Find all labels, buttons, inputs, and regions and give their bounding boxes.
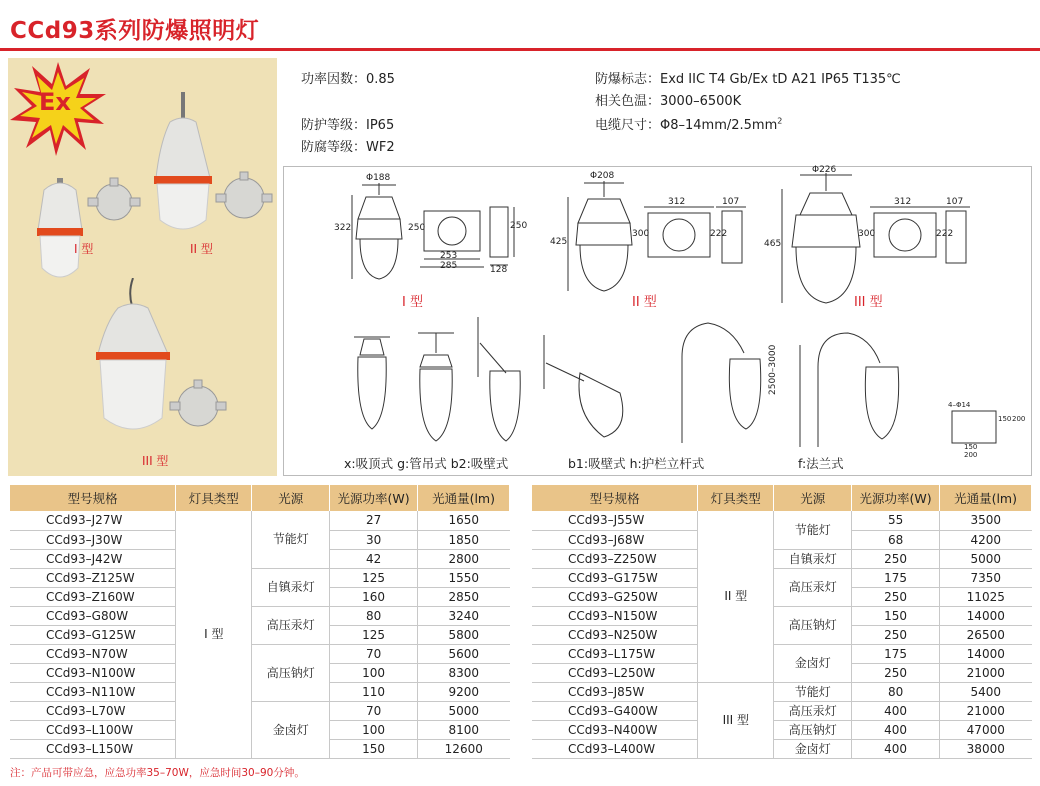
power-cell: 80 [330, 606, 418, 625]
power-cell: 175 [852, 644, 940, 663]
lamp-type-cell: II 型 [698, 511, 774, 682]
photo-type-iii-label: III 型 [142, 454, 169, 468]
power-cell: 80 [852, 682, 940, 701]
photo-type-i-label: I 型 [74, 242, 94, 256]
dim-i-side-width: 128 [490, 265, 508, 275]
model-cell: CCd93–J68W [532, 530, 698, 549]
dim-i-diameter: Φ188 [366, 173, 391, 183]
power-cell: 42 [330, 549, 418, 568]
power-cell: 100 [330, 663, 418, 682]
type-iii-junction-box-photo [168, 378, 228, 430]
light-source-cell: 节能灯 [774, 511, 852, 549]
emergency-note: 注：产品可带应急，应急功率35–70W，应急时间30–90分钟。 [10, 767, 305, 779]
model-cell: CCd93–L400W [532, 739, 698, 758]
table-row [532, 606, 1032, 625]
table-row [10, 701, 510, 720]
title-divider [0, 48, 1040, 51]
spec-protection: 防护等级：IP65 [301, 118, 395, 133]
flange-hole-dim: 4–Φ14 [948, 401, 971, 409]
model-cell: CCd93–G80W [10, 606, 176, 625]
mount-caption-1: x:吸顶式 g:管吊式 b2:吸壁式 [344, 456, 509, 471]
table-row [10, 568, 510, 587]
light-source-cell: 金卤灯 [774, 739, 852, 758]
flux-cell: 4200 [940, 530, 1032, 549]
model-cell: CCd93–G400W [532, 701, 698, 720]
flux-cell: 5000 [940, 549, 1032, 568]
power-cell: 125 [330, 625, 418, 644]
table-row [532, 739, 1032, 758]
col-header-model: 型号规格 [10, 485, 176, 511]
model-cell: CCd93–N110W [10, 682, 176, 701]
light-source-cell: 高压汞灯 [774, 701, 852, 720]
power-cell: 400 [852, 701, 940, 720]
flux-cell: 7350 [940, 568, 1032, 587]
flux-cell: 9200 [418, 682, 510, 701]
light-source-cell: 高压钠灯 [252, 644, 330, 701]
dim-i-box-width: 253 [440, 251, 458, 261]
spec-color-temp: 相关色温：3000–6500K [595, 94, 742, 109]
dim-iii-box-width: 312 [894, 197, 912, 207]
spec-power-factor: 功率因数：0.85 [301, 72, 395, 87]
col-header-model: 型号规格 [532, 485, 698, 511]
model-cell: CCd93–N70W [10, 644, 176, 663]
model-cell: CCd93–J85W [532, 682, 698, 701]
ex-badge-text: Ex [39, 88, 71, 116]
flux-cell: 8100 [418, 720, 510, 739]
model-cell: CCd93–N400W [532, 720, 698, 739]
flux-cell: 38000 [940, 739, 1032, 758]
model-cell: CCd93–G125W [10, 625, 176, 644]
power-cell: 30 [330, 530, 418, 549]
flange-dim-2: 200 [1012, 415, 1026, 423]
dim-ii-side-width: 107 [722, 197, 740, 207]
dim-iii-side-height: 222 [936, 229, 954, 239]
model-cell: CCd93–L100W [10, 720, 176, 739]
model-cell: CCd93–L150W [10, 739, 176, 758]
dim-iii-box-height: 300 [858, 229, 876, 239]
flange-dim-1: 150 [998, 415, 1012, 423]
product-photo-panel [8, 58, 277, 476]
flange-dim-3: 150 [964, 443, 978, 451]
flux-cell: 8300 [418, 663, 510, 682]
model-cell: CCd93–J42W [10, 549, 176, 568]
model-cell: CCd93–L70W [10, 701, 176, 720]
power-cell: 125 [330, 568, 418, 587]
spec-cable-sup: 2 [777, 116, 783, 126]
model-cell: CCd93–Z250W [532, 549, 698, 568]
dim-i-box-outer-width: 285 [440, 261, 458, 271]
dim-iii-diameter: Φ226 [812, 165, 837, 175]
model-cell: CCd93–J27W [10, 511, 176, 530]
power-cell: 27 [330, 511, 418, 530]
flux-cell: 14000 [940, 644, 1032, 663]
table-row [532, 720, 1032, 739]
flux-cell: 12600 [418, 739, 510, 758]
photo-type-ii-label: II 型 [190, 242, 213, 256]
table-row [10, 606, 510, 625]
col-header-lamp-type: 灯具类型 [176, 485, 252, 511]
table-row [532, 511, 1032, 530]
table-row [532, 568, 1032, 587]
dim-ii-box-height: 300 [632, 229, 650, 239]
light-source-cell: 高压钠灯 [774, 720, 852, 739]
model-cell: CCd93–N150W [532, 606, 698, 625]
flange-dim-4: 200 [964, 451, 978, 459]
table-row [532, 701, 1032, 720]
power-cell: 250 [852, 663, 940, 682]
power-cell: 100 [330, 720, 418, 739]
spec-anticorrosion: 防腐等级：WF2 [301, 140, 395, 155]
flux-cell: 3240 [418, 606, 510, 625]
table-row [532, 682, 1032, 701]
model-cell: CCd93–J55W [532, 511, 698, 530]
flux-cell: 26500 [940, 625, 1032, 644]
light-source-cell: 自镇汞灯 [252, 568, 330, 606]
drawing-type-iii-label: III 型 [854, 295, 883, 310]
power-cell: 400 [852, 739, 940, 758]
flux-cell: 11025 [940, 587, 1032, 606]
col-header-power: 光源功率(W) [330, 485, 418, 511]
dimension-drawings-panel [283, 166, 1032, 476]
flux-cell: 1550 [418, 568, 510, 587]
col-header-flux: 光通量(lm) [940, 485, 1032, 511]
table-header-row [10, 485, 510, 511]
flux-cell: 21000 [940, 663, 1032, 682]
light-source-cell: 金卤灯 [252, 701, 330, 758]
spec-cable [595, 114, 782, 133]
flux-cell: 5400 [940, 682, 1032, 701]
mount-caption-3: f:法兰式 [798, 456, 844, 471]
model-cell: CCd93–N250W [532, 625, 698, 644]
model-cell: CCd93–L175W [532, 644, 698, 663]
dim-ii-diameter: Φ208 [590, 171, 615, 181]
dim-ii-side-height: 222 [710, 229, 728, 239]
power-cell: 110 [330, 682, 418, 701]
model-cell: CCd93–L250W [532, 663, 698, 682]
type-ii-junction-box-photo [214, 170, 274, 222]
light-source-cell: 高压钠灯 [774, 606, 852, 644]
power-cell: 400 [852, 720, 940, 739]
dim-iii-height: 465 [764, 239, 782, 249]
power-cell: 160 [330, 587, 418, 606]
power-cell: 68 [852, 530, 940, 549]
type-iii-lamp-photo [88, 278, 178, 448]
power-cell: 150 [852, 606, 940, 625]
power-cell: 70 [330, 701, 418, 720]
flux-cell: 2800 [418, 549, 510, 568]
col-header-flux: 光通量(lm) [418, 485, 510, 511]
light-source-cell: 高压汞灯 [252, 606, 330, 644]
mount-caption-2: b1:吸壁式 h:护栏立杆式 [568, 456, 705, 471]
spec-cable-text: 电缆尺寸：Φ8–14mm/2.5mm [595, 118, 778, 133]
flux-cell: 5600 [418, 644, 510, 663]
light-source-cell: 节能灯 [252, 511, 330, 568]
type-ii-lamp-photo [148, 92, 218, 242]
model-cell: CCd93–Z160W [10, 587, 176, 606]
dim-i-height: 322 [334, 223, 352, 233]
pole-height-dim: 2500–3000 [768, 344, 778, 395]
model-cell: CCd93–G250W [532, 587, 698, 606]
spec-ex-mark: 防爆标志：Exd IIC T4 Gb/Ex tD A21 IP65 T135℃ [595, 72, 901, 87]
light-source-cell: 自镇汞灯 [774, 549, 852, 568]
flux-cell: 14000 [940, 606, 1032, 625]
light-source-cell: 高压汞灯 [774, 568, 852, 606]
flux-cell: 5000 [418, 701, 510, 720]
dim-iii-side-width: 107 [946, 197, 964, 207]
flux-cell: 1850 [418, 530, 510, 549]
page-title: CCd93系列防爆照明灯 [10, 18, 260, 44]
power-cell: 175 [852, 568, 940, 587]
power-cell: 250 [852, 625, 940, 644]
col-header-source: 光源 [252, 485, 330, 511]
power-cell: 250 [852, 549, 940, 568]
table-header-row [532, 485, 1032, 511]
flux-cell: 5800 [418, 625, 510, 644]
dim-ii-box-width: 312 [668, 197, 686, 207]
power-cell: 55 [852, 511, 940, 530]
flux-cell: 1650 [418, 511, 510, 530]
col-header-lamp-type: 灯具类型 [698, 485, 774, 511]
lamp-type-cell: III 型 [698, 682, 774, 758]
model-cell: CCd93–N100W [10, 663, 176, 682]
mounting-drawings [354, 317, 996, 447]
type-i-lamp-photo [30, 118, 90, 288]
light-source-cell: 金卤灯 [774, 644, 852, 682]
table-row [532, 644, 1032, 663]
col-header-source: 光源 [774, 485, 852, 511]
lamp-type-cell: I 型 [176, 511, 252, 758]
technical-drawings [284, 167, 1031, 475]
dim-i-box-height: 250 [408, 223, 426, 233]
dim-i-side-height: 250 [510, 221, 528, 231]
type-i-junction-box-photo [86, 176, 142, 224]
flux-cell: 2850 [418, 587, 510, 606]
spec-table-right [532, 485, 1032, 759]
flux-cell: 3500 [940, 511, 1032, 530]
dim-ii-height: 425 [550, 237, 568, 247]
table-row [532, 549, 1032, 568]
power-cell: 250 [852, 587, 940, 606]
model-cell: CCd93–J30W [10, 530, 176, 549]
table-row [10, 511, 510, 530]
flux-cell: 47000 [940, 720, 1032, 739]
model-cell: CCd93–Z125W [10, 568, 176, 587]
col-header-power: 光源功率(W) [852, 485, 940, 511]
power-cell: 150 [330, 739, 418, 758]
power-cell: 70 [330, 644, 418, 663]
spec-table-left [10, 485, 510, 759]
drawing-type-ii-label: II 型 [632, 295, 657, 310]
drawing-type-i-label: I 型 [402, 295, 423, 310]
table-row [10, 644, 510, 663]
spec-summary [301, 66, 1031, 166]
flux-cell: 21000 [940, 701, 1032, 720]
model-cell: CCd93–G175W [532, 568, 698, 587]
light-source-cell: 节能灯 [774, 682, 852, 701]
